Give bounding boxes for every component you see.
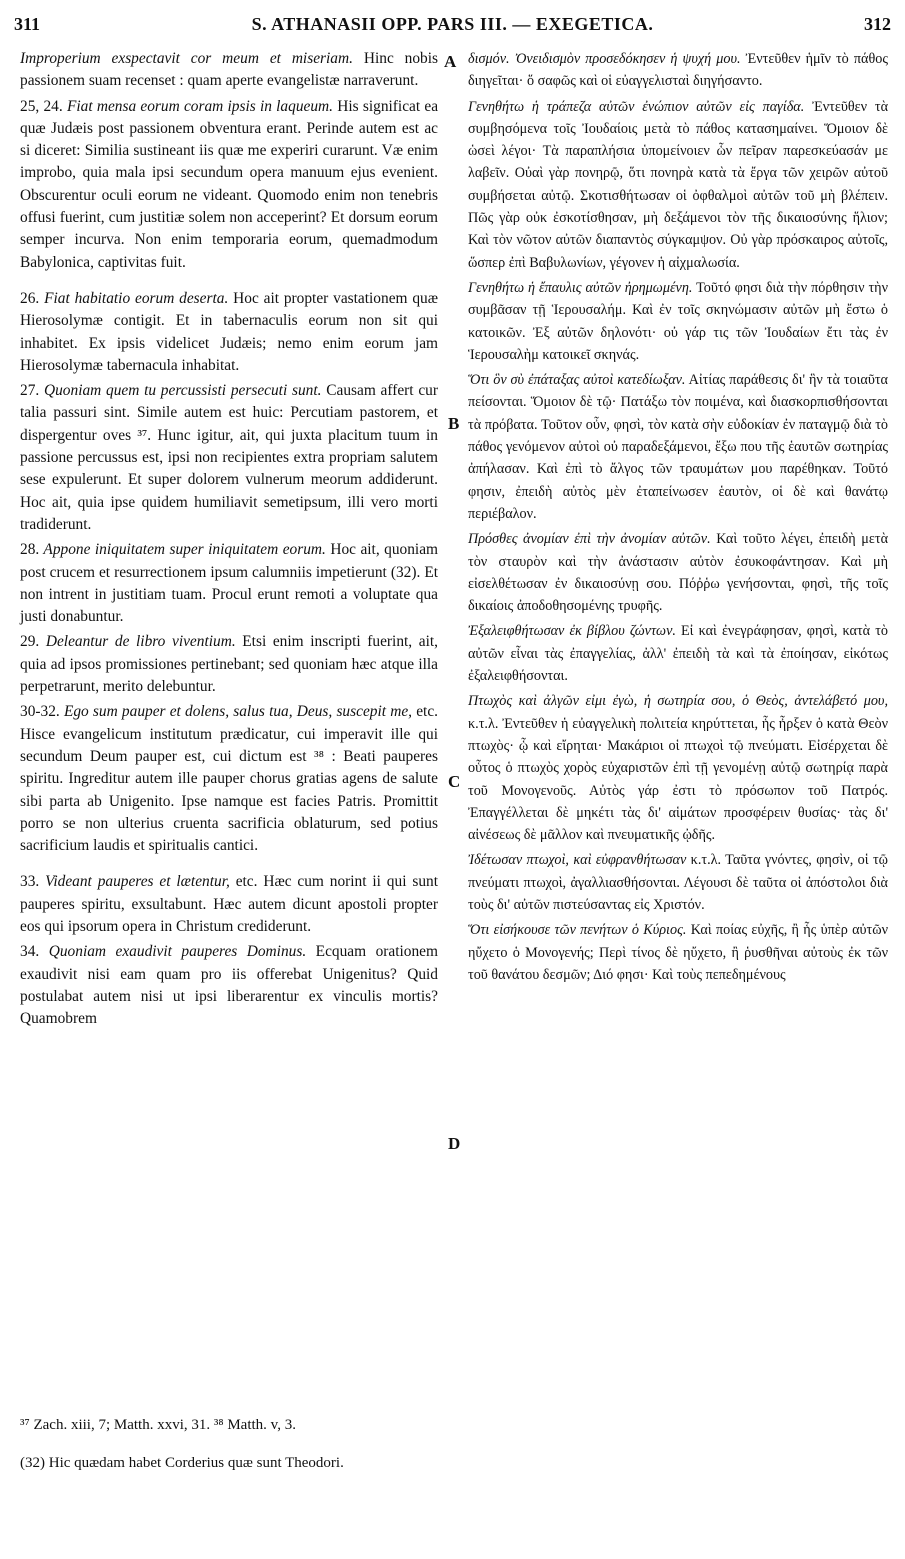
scripture-quote: Ὅτι ὃν σὺ ἐπάταξας αὐτοὶ κατεδίωξαν. xyxy=(468,372,686,389)
greek-paragraph xyxy=(468,48,888,93)
commentary-text: Hinc nobis passionem suam recenset : quam aperte evangelistæ narraverunt. xyxy=(20,50,439,90)
latin-paragraph xyxy=(20,631,438,698)
greek-paragraph xyxy=(468,849,888,916)
margin-mark-a: A xyxy=(444,52,457,71)
running-header xyxy=(14,14,891,38)
greek-paragraph xyxy=(468,690,888,846)
latin-paragraph xyxy=(20,380,438,536)
greek-paragraph xyxy=(468,620,888,687)
verse-number: 29. xyxy=(20,633,40,651)
margin-mark-d: D xyxy=(448,1134,461,1153)
verse-number: 34. xyxy=(20,943,40,961)
commentary-text: His significat ea quæ Judæis post passionem obventura erant. Perinde autem est ac si diceret: Similia sustineant iis quæ me experiri curarunt. Væ enim improbo, quia mala ipsi secundum opera manuum ejus evenient. Obscurentur oculi eorum ne videant. Quomodo enim non tenebris offusi fuerint, cum justitiæ solem non acceperint? Et dorsum eorum semper incurva. Non enim temporaria eorum, quemadmodum Babylonica, captivitas fuit. xyxy=(20,97,439,271)
commentary-text: etc. Hisce evangelicum institutum prædicatur, cui imperavit ille qui secundum Deum pauper est, cui dictum est ³⁸ : Beati pauperes spiritu. Ingreditur autem ille pauper chorus gratias agens de salute sibi parta ab Unigenito. Ipse namque est facies Patris. Promittit porro se non ulterius cruenta sacrificia oblaturum, sed potius sacrificium laudis et spiritualis cantici. xyxy=(20,703,438,855)
scripture-quote: Deleantur de libro viventium. xyxy=(39,633,236,651)
scripture-quote: Quoniam quem tu percussisti persecuti sunt. xyxy=(39,382,322,400)
scripture-quote: Πτωχὸς καὶ ἀλγῶν εἰμι ἐγὼ, ἡ σωτηρία σου, ὁ Θεὸς, ἀντελάβετό μου, xyxy=(468,693,888,710)
commentary-text: κ.τ.λ. Ἐντεῦθεν ἡ εὐαγγελικὴ πολιτεία κηρύττεται, ἧς ἦρξεν ὁ κατὰ Θεὸν πτωχὸς· ᾧ καὶ εἴρηται· Μακάριοι οἱ πτωχοὶ τῷ πνεύματι. Εἰσέρχεται δὲ οὗτος ὁ πτωχὸς χορὸς εὐχαριστῶν ἐπὶ τῇ γενομένῃ αὐτῷ σωτηρίᾳ παρὰ τοῦ Μονογενοῦς. Αὐτὸς γάρ ἐστι τὸ πρόσωπον τοῦ Πατρός. Ἐπαγγέλλεται δὲ μηκέτι τὰς δι' αἱμάτων προσφέρειν θυσίας· τὰς δι' αἰνέσεως δὲ μᾶλλον καὶ πνευματικῆς ᾠδῆς. xyxy=(468,715,888,844)
verse-number: 33. xyxy=(20,873,40,891)
scripture-quote: Quoniam exaudivit pauperes Dominus. xyxy=(39,943,307,961)
scripture-quote: δισμόν. Ὀνειδισμὸν προσεδόκησεν ἡ ψυχή μου. xyxy=(468,51,741,67)
latin-paragraph xyxy=(20,288,438,377)
scripture-quote: Improperium exspectavit cor meum et miseriam. xyxy=(20,50,353,67)
scripture-quote: Fiat mensa eorum coram ipsis in laqueum. xyxy=(62,97,334,115)
commentary-text: Καὶ ποίας εὐχῆς, ἢ ἧς ὑπὲρ αὐτῶν ηὔχετο ὁ Μονογενής; Περὶ τίνος δὲ ηὔχετο, ἢ ῥυσθῆναι αὐτοὺς ἐκ τῶν τοῦ θανάτου δεσμῶν; Διό φησι· Καὶ τοὺς πεπεδημένους xyxy=(468,922,888,983)
verse-number: 28. xyxy=(20,541,40,559)
page-number-left: 311 xyxy=(14,14,41,34)
latin-paragraph xyxy=(20,871,438,938)
commentary-text: Τοῦτό φησι διὰ τὴν πόρθησιν τὴν συμβᾶσαν τῇ Ἱερουσαλήμ. Καὶ ἐν τοῖς σκηνώμασιν αὐτῶν μὴ ἔστω ὁ κατοικῶν. Ἐξ αὐτῶν δηλονότι· οὐ γάρ τις τῶν Ἰουδαίων ἔτι τὰς ἐν Ἱερουσαλὴμ κατοικεῖ σκηνάς. xyxy=(468,279,888,363)
latin-paragraph xyxy=(20,48,438,93)
scripture-quote: Videant pauperes et lætentur, xyxy=(39,873,230,891)
commentary-text: Etsi enim inscripti fuerint, ait, quia ad ipsos promissiones pertinebant; sed quoniam hæc atque illa perpetrarunt, merito delebuntur. xyxy=(20,633,438,696)
footnote-32: (32) Hic quædam habet Corderius quæ sunt Theodori. xyxy=(20,1455,344,1471)
greek-column xyxy=(468,48,888,989)
commentary-text: Αἰτίας παράθεσις δι' ἣν τὰ τοιαῦτα πείσονται. Ὅμοιον δὲ τῷ· Πατάξω τὸν ποιμένα, καὶ διασκορπισθήσονται τὰ πρόβατα. Τοῦτον οὖν, φησὶ, τὸν κατὰ σὴν εὐδοκίαν ἐν παταγμῷ διὰ τὸ πάθος γενόμενον αὐτοὶ οὐ παραδεξάμενοι, ἔξω που τῆς ἑαυτῶν σωτηρίας ἀπήλασαν. Καὶ ἐπὶ τὸ ἄλγος τῶν τραυμάτων μου παρέθηκαν. Τοῦτό φησιν, ἐπειδὴ αὐτὸς μὲν ἐταπείνωσεν ἑαυτὸν, οἱ δὲ καὶ θανάτῳ περιέβαλον. xyxy=(468,372,888,522)
latin-paragraph xyxy=(20,701,438,857)
latin-paragraph xyxy=(20,96,438,274)
commentary-text: Ἐντεῦθεν ἡμῖν τὸ πάθος διηγεῖται· ὅ σαφῶς καὶ οἱ εὐαγγελισταὶ διηγήσαντο. xyxy=(468,51,888,90)
latin-paragraph xyxy=(20,539,438,628)
scripture-quote: Ἰδέτωσαν πτωχοὶ, καὶ εὐφρανθήτωσαν xyxy=(468,852,687,869)
footnote-references: ³⁷ Zach. xiii, 7; Matth. xxvi, 31. ³⁸ Matth. v, 3. xyxy=(20,1417,296,1433)
greek-paragraph xyxy=(468,277,888,366)
scripture-quote: Ὅτι εἰσήκουσε τῶν πενήτων ὁ Κύριος. xyxy=(468,922,687,939)
scripture-quote: Ἐξαλειφθήτωσαν ἐκ βίβλου ζώντων. xyxy=(468,623,676,640)
commentary-text: κ.τ.λ. Ταῦτα γνόντες, φησὶν, οἱ τῷ πνεύματι πτωχοὶ, ἀγαλλιασθήσονται. Λέγουσι δὲ ταῦτα οἱ ἀπόστολοι διὰ τοὺς δι' αὐτῶν πιστεύσαντας εἰς Χριστόν. xyxy=(468,852,888,913)
greek-paragraph xyxy=(468,528,888,617)
scripture-quote: Γενηθήτω ἡ τράπεζα αὐτῶν ἐνώπιον αὐτῶν εἰς παγίδα. xyxy=(468,98,805,115)
commentary-text: Hoc ait, quoniam post crucem et resurrectionem ipsum calumniis impetierunt (32). Et non intrent in justitiam tuam. Procul erunt remoti a voluptate qua justi donabuntur. xyxy=(20,541,439,626)
greek-paragraph xyxy=(468,96,888,274)
margin-mark-b: B xyxy=(448,414,460,433)
margin-mark-c: C xyxy=(448,772,461,791)
commentary-text: etc. Hæc cum norint ii qui sunt pauperes spiritu, exsultabunt. Hæc autem dicunt apostoli propter eos qui ipsorum opera in Christum crediderunt. xyxy=(20,873,438,935)
verse-number: 30-32. xyxy=(20,703,60,721)
verse-number: 25, 24. xyxy=(20,97,63,115)
commentary-text: Causam affert cur talia passuri sint. Simile autem est huic: Percutiam pastorem, et dispergentur oves ³⁷. Hunc igitur, ait, qui juxta placitum tuum in passione percussus est, ipsi non recipientes extra propriam salutem sese expulerunt. Et super dolorem vulnerum meorum addiderunt. Hoc ait, quia ipse quidem humiliavit semetipsum, illi vero morti tradiderunt. xyxy=(20,382,438,533)
commentary-text: Hoc ait propter vastationem quæ Hierosolymæ contigit. Et in tabernaculis eorum non sit qui inhabitet. Ex ipsis videlicet Judæis; nemo enim eorum jam Hierosolymæ tabernacula inhabitat. xyxy=(20,289,438,374)
scripture-quote: Ego sum pauper et dolens, salus tua, Deus, suscepit me, xyxy=(59,703,413,721)
scripture-quote: Appone iniquitatem super iniquitatem eorum. xyxy=(39,541,326,559)
commentary-text: Εἰ καὶ ἐνεγράφησαν, φησὶ, κατὰ τὸ αὐτῶν εἶναι τὰς ἐπαγγελίας, ἀλλ' ἐπειδὴ τὰ καὶ τὰ ἐποίησαν, εἰκότως ἐξαλειφθήσονται. xyxy=(468,623,889,685)
scripture-quote: Fiat habitatio eorum deserta. xyxy=(39,289,229,307)
running-title: S. ATHANASII OPP. PARS III. — EXEGETICA. xyxy=(251,14,654,34)
page-number-right: 312 xyxy=(864,14,891,34)
footnotes xyxy=(20,1414,880,1490)
commentary-text: Καὶ τοῦτο λέγει, ἐπειδὴ μετὰ τὸν σταυρὸν καὶ τὴν ἀνάστασιν αὐτὸν ἐσυκοφάντησαν. Καὶ μὴ εἰσελθέτωσαν ἐν δικαιοσύνῃ σου. Πόῤῥω γενήσονται, φησὶ, τῆς τοῖς δικαίοις ἀποδοθησομένης τρυφῆς. xyxy=(468,531,888,615)
latin-column xyxy=(20,48,438,1033)
commentary-text: Ecquam orationem exaudivit nisi eam quam pro iis offerebat Unigenitus? Quid postulabat autem nisi ut ipsi liberarentur ex vinculis mortis? Quamobrem xyxy=(20,943,438,1028)
scripture-quote: Γενηθήτω ἡ ἔπαυλις αὐτῶν ἠρημωμένη. xyxy=(468,279,693,296)
greek-paragraph xyxy=(468,369,888,525)
greek-paragraph xyxy=(468,919,888,986)
scripture-quote: Πρόσθες ἀνομίαν ἐπὶ τὴν ἀνομίαν αὐτῶν. xyxy=(468,531,711,548)
latin-paragraph xyxy=(20,941,438,1030)
commentary-text: Ἐντεῦθεν τὰ συμβησόμενα τοῖς Ἰουδαίοις μετὰ τὸ πάθος κατασημαίνει. Ὅμοιον δὲ ὡσεὶ λέγοι· Τὰ παραπλήσια ὑπομείνοιεν ὧν πεῖραν παρεσκεύασάν με λαβεῖν. Οὐαὶ γὰρ πονηρῷ, ὅτι πονηρὰ κατὰ τὰ ἔργα τῶν χειρῶν αὐτοῦ συμβήσεται αὐτῷ. Σκοτισθήτωσαν οἱ ὀφθαλμοὶ αὐτῶν τοῦ μὴ βλέπειν. Πῶς γὰρ οὐκ ἐσκοτίσθησαν, μὴ δεξάμενοι τὸν τῆς δικαιοσύνης ἥλιον; Καὶ τὸν νῶτον αὐτῶν διαπαντὸς σύγκαμψον. Οὐ γὰρ πρόσκαιρος αὐτοῖς, ὥσπερ ἐπὶ Βαβυλωνίων, γέγονεν ἡ αἰχμαλωσία. xyxy=(468,98,889,271)
verse-number: 27. xyxy=(20,382,40,400)
verse-number: 26. xyxy=(20,289,40,307)
